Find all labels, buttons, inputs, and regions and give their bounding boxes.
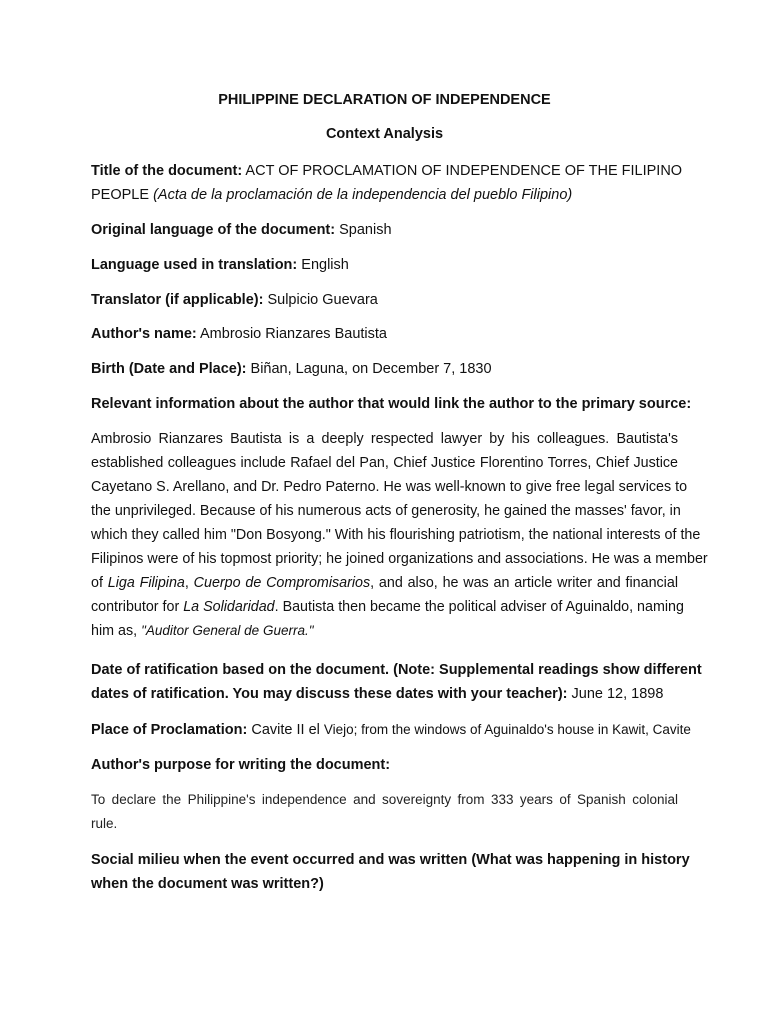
bio-line: the unprivileged. Because of his numerous acts of generosity, he gained the masses' favor, in [91,503,681,519]
ratification-field [91,658,702,706]
translation-label: Language used in translation: [91,257,298,273]
milieu-line-1: Social milieu when the event occurred and was written (What was happening in history [91,852,690,868]
milieu-line-2: when the document was written?) [91,876,324,892]
author-bio-paragraph [91,427,708,643]
language-field [91,217,678,243]
author-value: Ambrosio Rianzares Bautista [200,326,387,342]
bio-line: Ambrosio Rianzares Bautista is a deeply respected lawyer by his colleagues. Bautista's [91,431,678,447]
document-title: PHILIPPINE DECLARATION OF INDEPENDENCE [218,92,551,108]
purpose-heading: Author's purpose for writing the document: [91,757,391,773]
title-label: Title of the document: [91,163,243,179]
title-value-italic: (Acta de la proclamación de la independencia del pueblo Filipino) [153,187,573,203]
document-subtitle: Context Analysis [325,126,444,142]
cuerpo-de-compromisarios: Cuerpo de Compromisarios [193,575,371,591]
language-value: Spanish [339,222,392,238]
author-label: Author's name: [91,326,197,342]
author-field [91,321,678,347]
title-value-2: PEOPLE [91,187,150,203]
purpose-line: rule. [91,816,118,831]
relevant-heading: Relevant information about the author that would link the author to the primary source: [91,396,692,412]
translator-value: Sulpicio Guevara [267,292,378,308]
ratification-line-2: dates of ratification. You may discuss these dates with your teacher): [91,686,568,702]
translation-field [91,252,678,278]
ratification-value: June 12, 1898 [571,686,664,702]
proclamation-value-b: Viejo; from the windows of Aguinaldo's house in Kawit, Cavite [323,722,691,737]
liga-filipina: Liga Filipina [107,575,185,591]
bio-line: which they called him "Don Bosyong." With his flourishing patriotism, the national interests of the [91,527,701,543]
proclamation-field [91,717,691,743]
translator-field [91,287,678,313]
language-label: Original language of the document: [91,222,336,238]
title-field [91,159,683,207]
bio-line: Cayetano S. Arellano, and Dr. Pedro Paterno. He was well-known to give free legal services to [91,479,688,495]
auditor-general: "Auditor General de Guerra." [141,623,314,638]
purpose-paragraph [91,788,678,836]
translator-label: Translator (if applicable): [91,292,264,308]
ratification-line-1: Date of ratification based on the document. (Note: Supplemental readings show different [91,662,702,678]
translation-value: English [301,257,349,273]
purpose-line: To declare the Philippine's independence and sovereignty from 333 years of Spanish colonial [91,792,678,807]
birth-label: Birth (Date and Place): [91,361,247,377]
birth-value: Biñan, Laguna, on December 7, 1830 [250,361,492,377]
milieu-heading [91,848,690,896]
bio-line: of Liga Filipina, Cuerpo de Compromisarios, and also, he was an article writer and financial [91,575,678,591]
bio-line: established colleagues include Rafael del Pan, Chief Justice Florentino Torres, Chief Justice [91,455,678,471]
bio-line: contributor for La Solidaridad. Bautista then became the political adviser of Aguinaldo, naming [91,599,684,615]
la-solidaridad: La Solidaridad [183,599,275,615]
proclamation-value-a: Cavite II el [251,722,320,738]
bio-line: Filipinos were of his topmost priority; he joined organizations and associations. He was a member [91,551,708,567]
bio-line: him as, "Auditor General de Guerra." [91,623,314,639]
title-value-1: ACT OF PROCLAMATION OF INDEPENDENCE OF THE FILIPINO [245,163,683,179]
proclamation-label: Place of Proclamation: [91,722,248,738]
birth-field [91,356,678,382]
